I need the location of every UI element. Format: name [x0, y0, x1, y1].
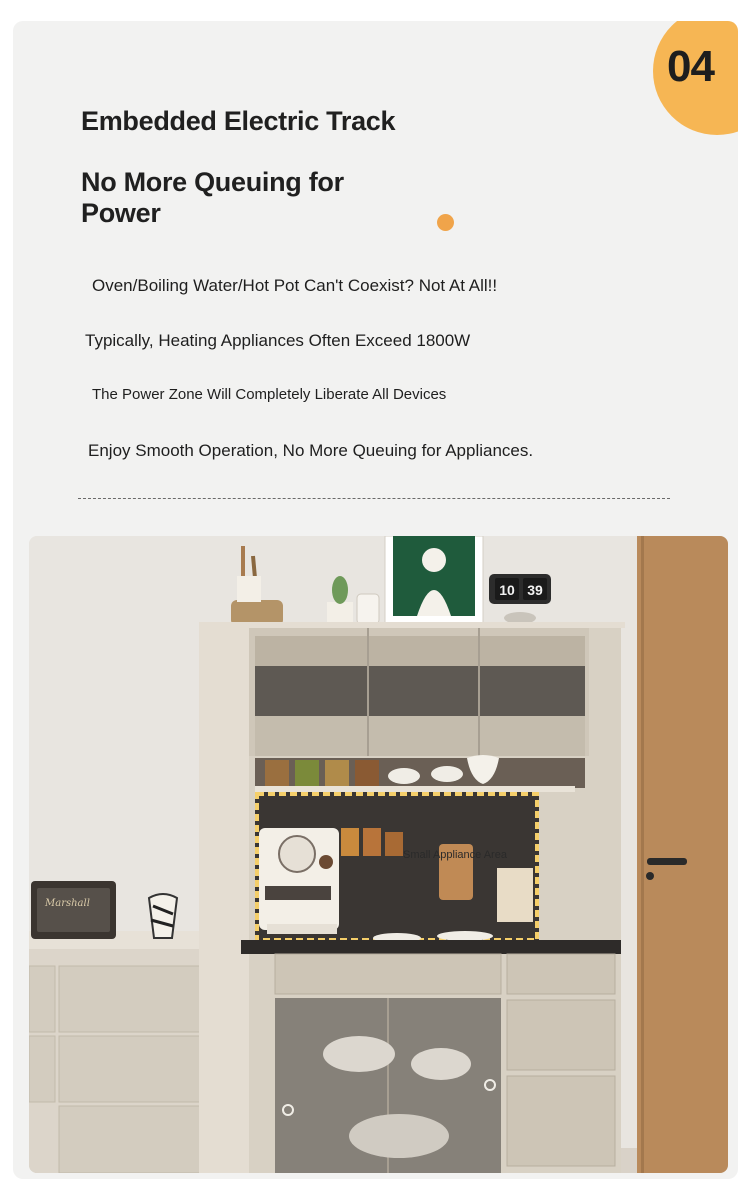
badge-number: 04: [667, 42, 714, 91]
speaker-brand: Marshall: [45, 898, 90, 909]
product-photo: [29, 536, 728, 1173]
feature-subtitle: No More Queuing for Power: [81, 167, 344, 228]
door: [637, 536, 728, 1173]
countertop: [241, 940, 621, 954]
feature-line-1: Oven/Boiling Water/Hot Pot Can't Coexist? Not At All!!: [92, 276, 498, 295]
feature-line-4: Enjoy Smooth Operation, No More Queuing for Appliances.: [88, 441, 534, 460]
feature-line-3: The Power Zone Will Completely Liberate All Devices: [92, 386, 447, 403]
feature-line-2: Typically, Heating Appliances Often Exceed 1800W: [85, 331, 471, 350]
feature-title: Embedded Electric Track: [81, 106, 396, 136]
dashed-divider: [78, 498, 670, 499]
accent-dot: [437, 214, 454, 231]
clock-minutes: 39: [527, 582, 543, 598]
clock-hours: 10: [499, 582, 515, 598]
area-label: Small Appliance Area: [403, 849, 507, 861]
